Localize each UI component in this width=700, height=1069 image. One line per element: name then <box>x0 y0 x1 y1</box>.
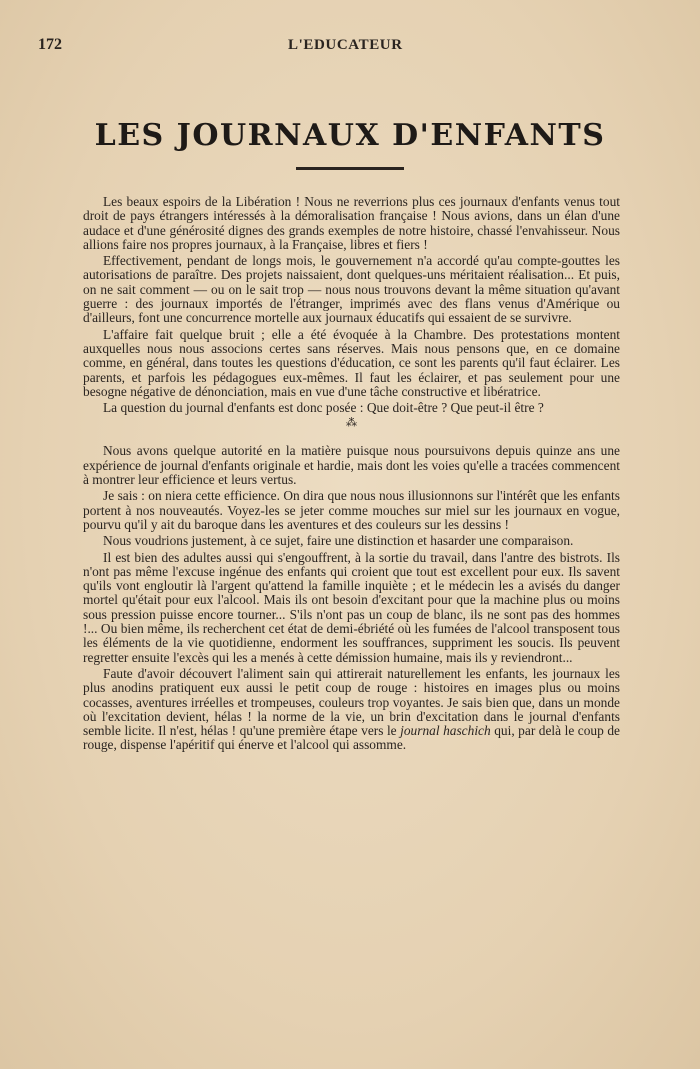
article-body <box>83 195 620 755</box>
page-number: 172 <box>38 36 62 53</box>
journal-haschich-emphasis: journal haschich <box>400 723 491 739</box>
article-title: LES JOURNAUX D'ENFANTS <box>94 118 606 153</box>
journal-name: L'EDUCATEUR <box>288 37 403 53</box>
paragraph: Il est bien des adultes aussi qui s'engouffrent, à la sortie du travail, dans l'antre des bistrots. Ils n'ont pas même l'excuse ingénue des enfants qui croient que tout est excellent pour eux. Ils savent qu'ils vont engloutir là l'argent qu'attend la famille inquiète ; et le médecin les a avisés du danger mortel qu'était pour eux l'alcool. Mais ils ont besoin d'excitant pour que la machine plus ou moins sous pression puisse encore tourner... S'ils n'ont pas un coup de blanc, ils ne sont pas des hommes !... Ou bien même, ils recherchent cet état de demi-ébriété où les fumées de l'alcool transposent tous les éléments de la vie quotidienne, endorment les souffrances, suppriment les soucis. Ils peuvent regretter ensuite l'excès qui les a menés à cette démission humaine, mais ils y reviendront... <box>83 549 620 665</box>
paragraph-final <box>83 667 620 753</box>
paragraph: La question du journal d'enfants est donc posée : Que doit-être ? Que peut-il être ? <box>103 400 544 416</box>
paragraph: Nous avons quelque autorité en la matière puisque nous poursuivons depuis quinze ans une expérience de journal d'enfants originale et hardie, mais dont les voies qu'elle a tracées commencent à montrer leur efficience et leurs vertus. <box>83 443 620 488</box>
paragraph: Les beaux espoirs de la Libération ! Nous ne reverrions plus ces journaux d'enfants venus tout droit de pays étrangers intéressés à la démoralisation française ! Nous avions, dans un élan d'une audace et d'une générosité dignes des grands exemples de notre histoire, chassé l'envahisseur. Nous allions faire nos propres journaux, à la Française, libres et fiers ! <box>83 194 620 252</box>
paragraph: Je sais : on niera cette efficience. On dira que nous nous illusionnons sur l'intérêt que les enfants portent à nos nouveautés. Voyez-les se jeter comme mouches sur miel sur les journaux en vogue, pourvu qu'il y ait du baroque dans les aventures et des couleurs sur les dessins ! <box>83 488 620 532</box>
running-head <box>38 36 640 56</box>
paragraph-final-text: Faute d'avoir découvert l'aliment sain qui attirerait naturellement les enfants, les journaux les plus anodins pratiquent eux aussi le petit coup de rouge : histoires en images plus ou moins cocasses, aventures irréelles et trompeuses, couleurs trop voyantes. Je sais bien que, dans un monde où l'excitation devient, hélas ! la norme de la vie, un brin d'excitation dans le journal d'enfants semble licite. Il n'est, hélas ! qu'une première étape vers le <box>83 665 620 739</box>
paragraph-final-end: qui, par delà le coup de rouge, dispense l'apéritif qui énerve et l'alcool qui assomme. <box>83 723 620 753</box>
paragraph: L'affaire fait quelque bruit ; elle a été évoquée à la Chambre. Des protestations montent auxquelles nous nous associons certes sans réserves. Mais nous pensons que, en ce domaine comme, en général, dans toutes les questions d'éducation, ce sont les parents qu'il faut éclairer. Les parents, et parfois les pédagogues eux-mêmes. Il faut les éclairer, et pas seulement pour une besogne négative de dénonciation, mais en vue d'une tâche constructive et libératrice. <box>83 326 620 399</box>
section-break-asterism: ⁂ <box>346 417 357 430</box>
paragraph: Nous voudrions justement, à ce sujet, faire une distinction et hasarder une comparaison. <box>103 533 574 549</box>
paragraph: Effectivement, pendant de longs mois, le gouvernement n'a accordé qu'au compte-gouttes les autorisations de paraître. Des projets naissaient, dont quelques-uns méritaient réalisation... Et puis, on ne sait comment — ou on le sait trop — nous nous trouvons devant la même situation qu'avant guerre : des journaux importés de l'étranger, imprimés avec des flans venus d'Amérique ou d'ailleurs, font une concurrence mortelle aux journaux éducatifs qui essaient de se survivre. <box>83 253 620 326</box>
title-underline <box>296 167 404 170</box>
